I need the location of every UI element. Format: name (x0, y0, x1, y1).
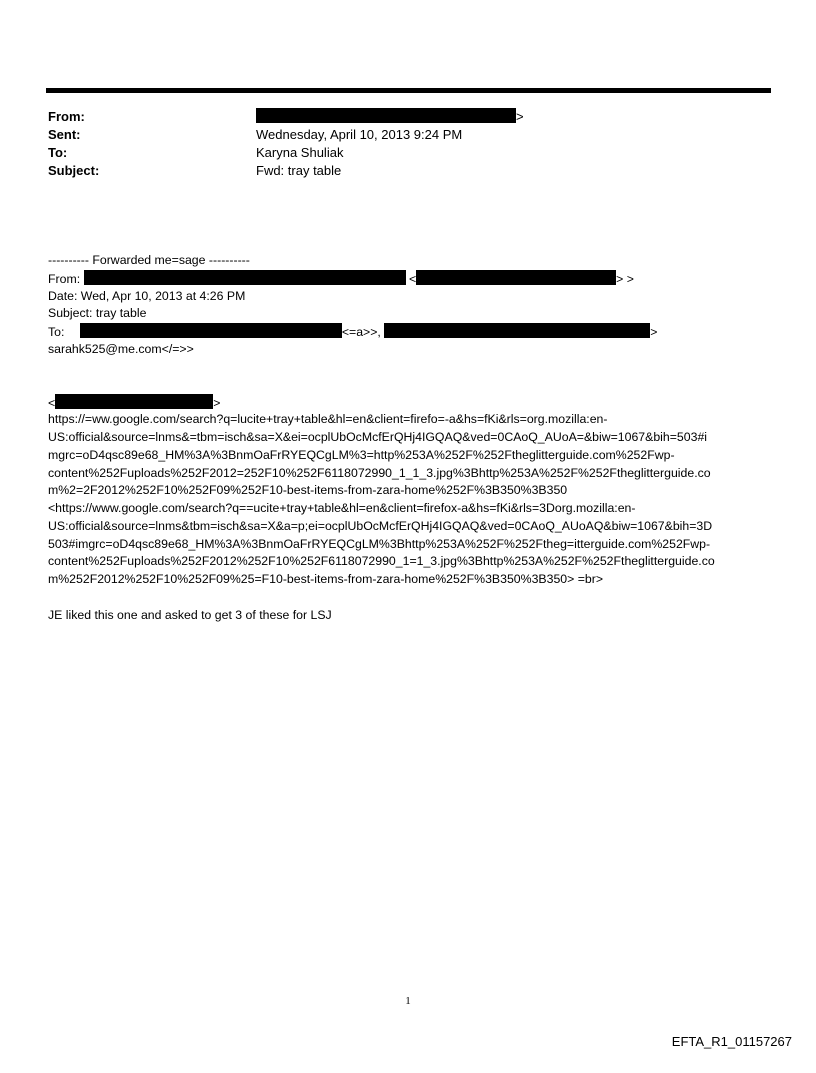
subject-label: Subject: (48, 163, 100, 178)
link-line: US:official&source=lnms&=tbm=isch&sa=X&ei=ocplUbOcMcfErQHj4IGQAQ&ved=0CAoQ_AUoA=&biw=1067&bih=503#i (48, 430, 708, 444)
forwarded-banner: ---------- Forwarded me=sage ---------- (48, 253, 250, 267)
note-line: JE liked this one and asked to get 3 of these for LSJ (48, 608, 332, 622)
link-line: https://=ww.google.com/search?q=lucite+tray+table&hl=en&client=firefo=-a&hs=fKi&rls=org.mozilla:en- (48, 412, 608, 426)
from-value (256, 108, 524, 126)
link-line: m%252F2012%252F10%252F09%25=F10-best-items-from-zara-home%252F%3B350%3B350> =br> (48, 572, 604, 586)
redaction-bar (256, 108, 516, 123)
to-label: To: (48, 145, 68, 160)
sent-label: Sent: (48, 127, 81, 142)
from-suffix: > (516, 109, 524, 124)
forwarded-subject-line: Subject: tray table (48, 306, 147, 320)
link-line: US:official&source=lnms&tbm=isch&sa=X&a=p;ei=ocplUbOcMcfErQHj4IGQAQ&ved=0CAoQ_AUoAQ&biw=1067&bih=3D (48, 519, 713, 533)
forwarded-from-label: From: (48, 272, 81, 286)
link-line: mgrc=oD4qsc89e68_HM%3A%3BnmOaFrRYEQCgLM%3=http%253A%252F%252Ftheglitterguide.com%252Fwp- (48, 448, 675, 462)
link-line: content%252Fuploads%252F2012=252F10%252F6118072990_1_1_3.jpg%3Bhttp%253A%252F%252Ftheglitterguide.co (48, 466, 711, 480)
forwarded-to-line (48, 323, 657, 342)
to-value: Karyna Shuliak (256, 145, 344, 160)
page-number: 1 (405, 995, 411, 1007)
forwarded-from-mid: < (408, 272, 417, 286)
redaction-bar (84, 270, 406, 285)
redaction-bar (384, 323, 650, 338)
forwarded-to-mid: <=a>>, (341, 325, 381, 339)
link-line: content%252Fuploads%252F2012%252F10%252F6118072990_1=1_3.jpg%3Bhttp%253A%252F%252Ftheglitterguide.co (48, 554, 715, 568)
bates-number: EFTA_R1_01157267 (671, 1034, 792, 1049)
redaction-bar (55, 394, 213, 409)
link-line: <https://www.google.com/search?q==ucite+tray+table&hl=en&client=firefox-a&hs=fKi&rls=3Dorg.mozilla:en- (48, 501, 636, 515)
forwarded-from-end: > > (616, 272, 634, 286)
subject-value: Fwd: tray table (256, 163, 342, 178)
link-open-line (48, 394, 220, 413)
redaction-bar (80, 323, 342, 338)
forwarded-date-line: Date: Wed, Apr 10, 2013 at 4:26 PM (48, 289, 246, 303)
link-open-end: > (213, 396, 221, 410)
header-rule (46, 88, 771, 93)
redaction-bar (416, 270, 616, 285)
forwarded-to-label: To: (48, 325, 65, 339)
from-label: From: (48, 109, 85, 124)
sent-value: Wednesday, April 10, 2013 9:24 PM (256, 127, 463, 142)
link-open: < (48, 396, 56, 410)
link-line: 503#imgrc=oD4qsc89e68_HM%3A%3BnmOaFrRYEQCgLM%3Bhttp%253A%252F%252Ftheg=itterguide.com%252Fwp- (48, 537, 711, 551)
forwarded-to-end: > (650, 325, 658, 339)
forwarded-to-continued: sarahk525@me.com</=>> (48, 342, 194, 356)
forwarded-from-line (48, 270, 634, 289)
link-line: m%2=2F2012%252F10%252F09%252F10-best-items-from-zara-home%252F%3B350%3B350 (48, 483, 568, 497)
